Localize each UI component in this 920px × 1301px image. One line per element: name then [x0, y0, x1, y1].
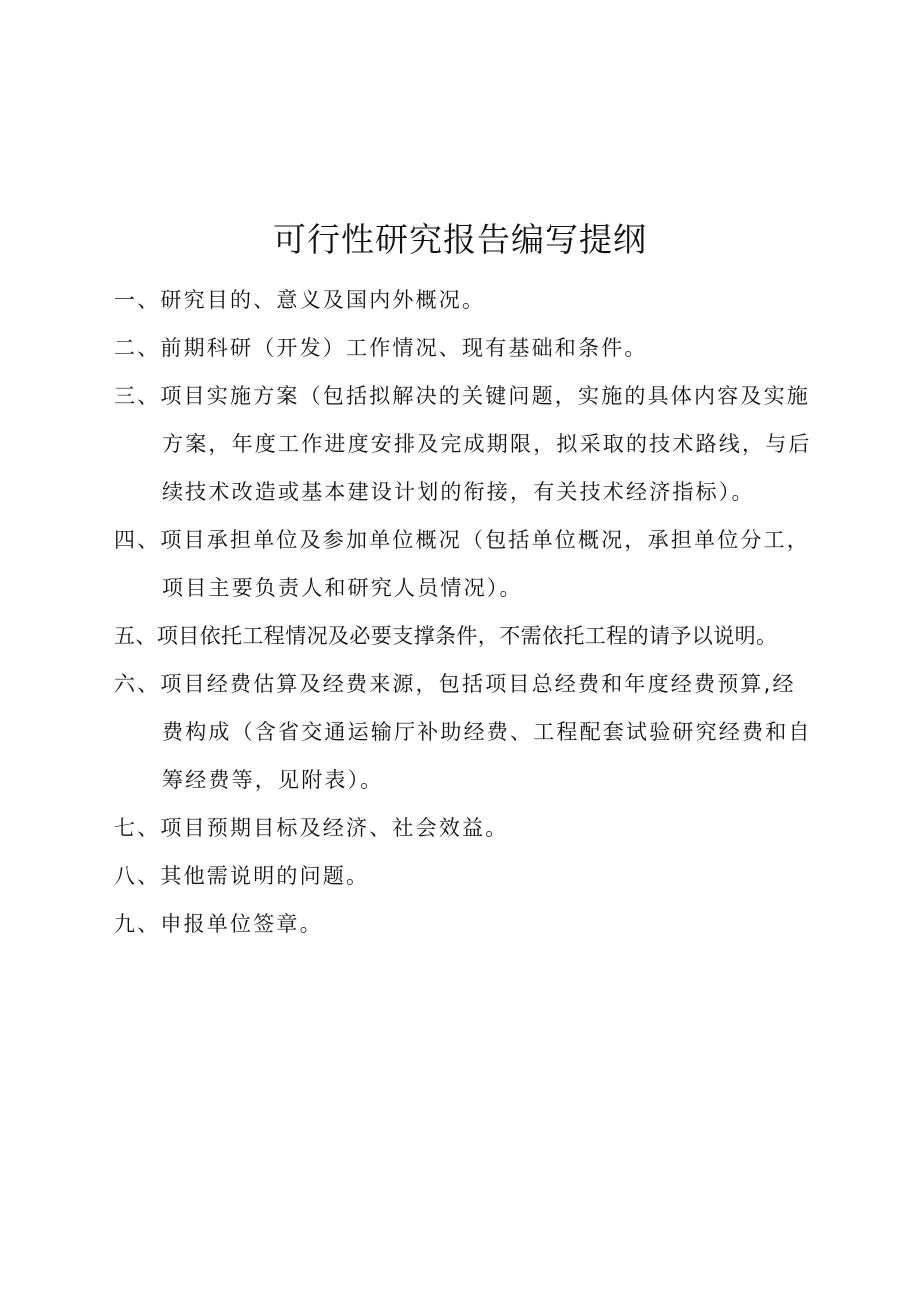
item-text: 项目实施方案（包括拟解决的关键问题，实施的具体内容及实施: [160, 384, 811, 408]
outline-item-6: [114, 660, 814, 804]
outline-item-5: [114, 612, 814, 660]
item-number: 七、: [114, 816, 161, 840]
item-text: 项目承担单位及参加单位概况（包括单位概况，承担单位分工，: [160, 528, 811, 552]
item-number: 三、: [114, 384, 161, 408]
item-text: 项目经费估算及经费来源，包括项目总经费和年度经费预算,经: [160, 672, 796, 696]
outline-item-9: [114, 900, 814, 948]
item-text: 其他需说明的问题。: [160, 864, 370, 888]
outline-item-1: [114, 276, 814, 324]
item-text: 申报单位签章。: [160, 912, 323, 936]
item-number: 四、: [114, 528, 161, 552]
item-number: 二、: [114, 336, 161, 360]
outline-item-8: [114, 852, 814, 900]
item-text: 前期科研（开发）工作情况、现有基础和条件。: [160, 336, 648, 360]
item-text-continuation: 筹经费等，见附表）。: [162, 768, 384, 792]
item-text: 项目预期目标及经济、社会效益。: [160, 816, 509, 840]
page-title: 可行性研究报告编写提纲: [273, 220, 647, 260]
outline-item-7: [114, 804, 814, 852]
item-text-continuation: 续技术改造或基本建设计划的衔接，有关技术经济指标）。: [162, 480, 755, 504]
item-text-continuation: 方案，年度工作进度安排及完成期限，拟采取的技术路线，与后: [162, 432, 812, 456]
item-text-continuation: 项目主要负责人和研究人员情况）。: [162, 576, 523, 600]
item-text: 研究目的、意义及国内外概况。: [160, 288, 486, 312]
item-text: 项目依托工程情况及必要支撑条件，不需依托工程的请予以说明。: [156, 624, 778, 648]
item-number: 五、: [114, 624, 157, 648]
item-number: 八、: [114, 864, 161, 888]
outline-item-4: [114, 516, 814, 612]
outline-item-2: [114, 324, 814, 372]
outline-list: [114, 276, 814, 948]
item-number: 六、: [114, 672, 161, 696]
item-number: 九、: [114, 912, 161, 936]
item-number: 一、: [114, 288, 161, 312]
outline-item-3: [114, 372, 814, 516]
item-text-continuation: 费构成（含省交通运输厅补助经费、工程配套试验研究经费和自: [162, 720, 812, 744]
